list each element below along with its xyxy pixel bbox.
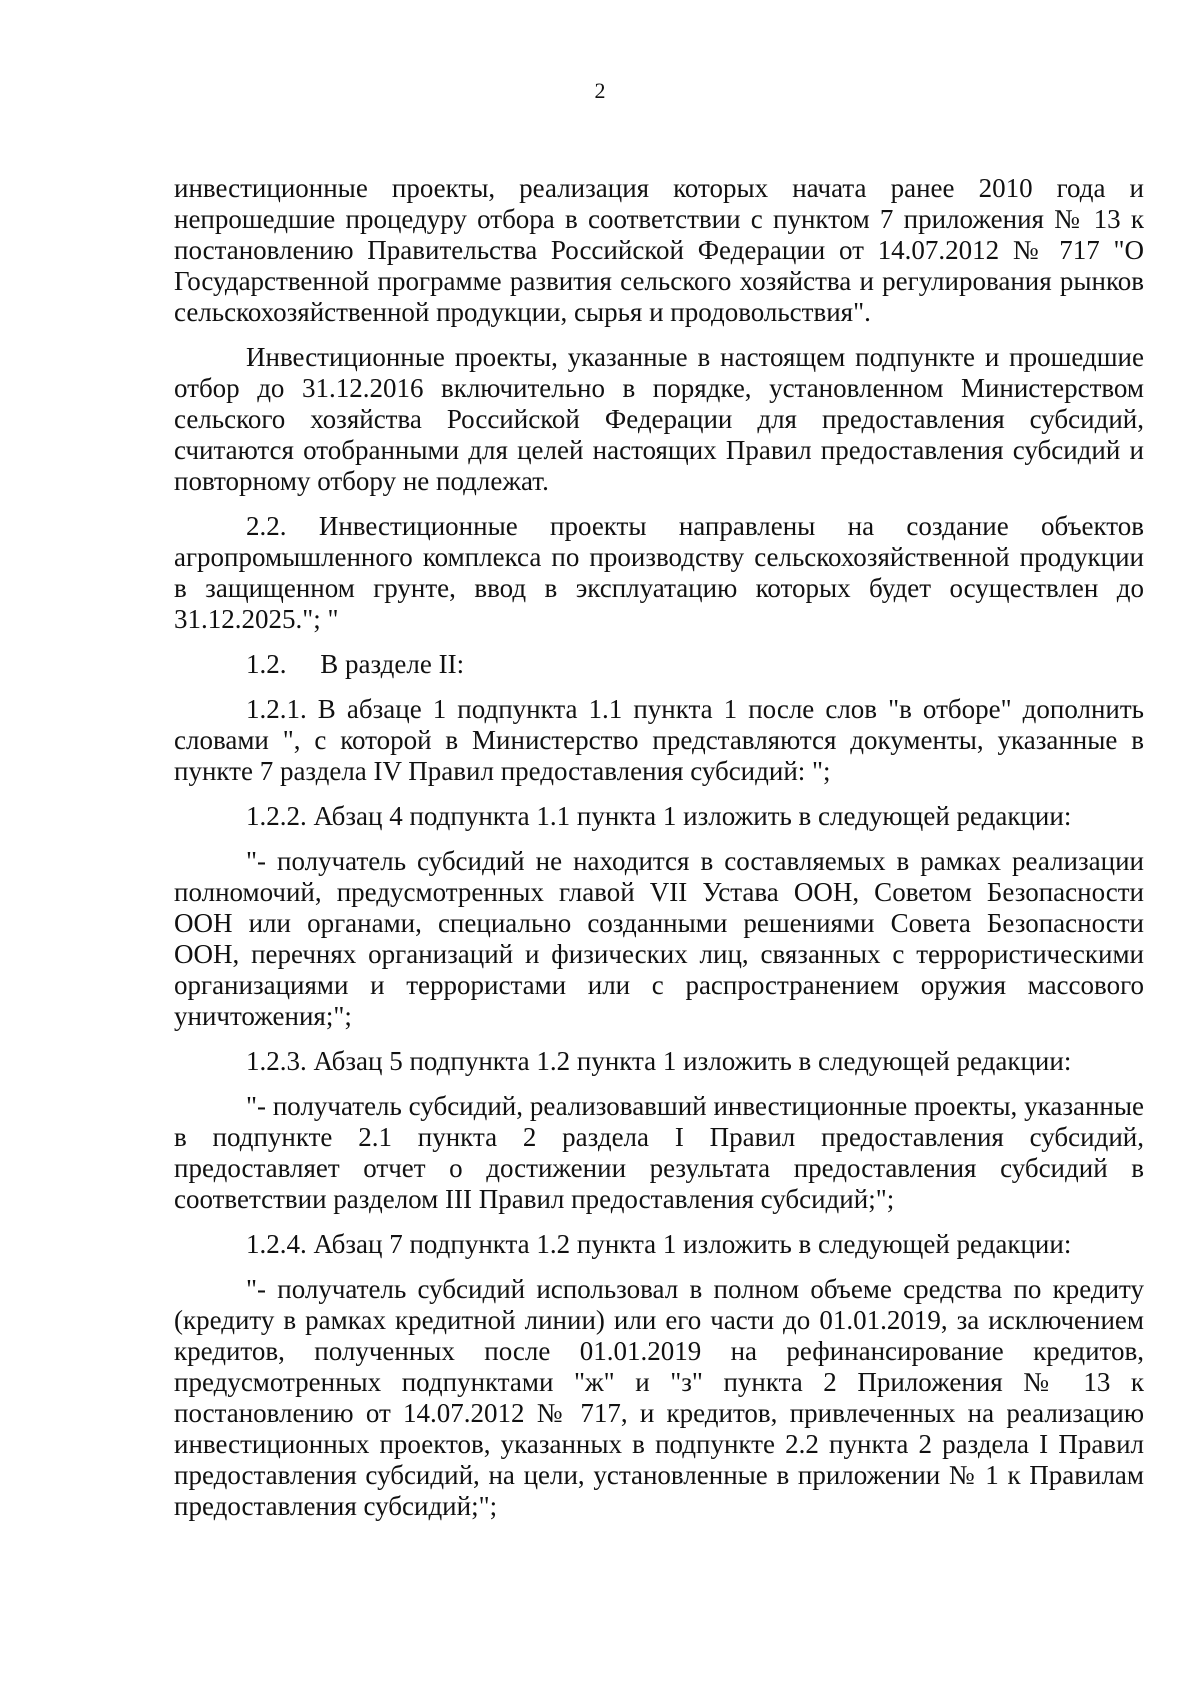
paragraph-1-2-2: 1.2.2. Абзац 4 подпункта 1.1 пункта 1 изложить в следующей редакции:: [246, 801, 1072, 831]
paragraph-1-2-section-ii: 1.2. В разделе II:: [246, 649, 465, 679]
paragraph-selected-projects: Инвестиционные проекты, указанные в настоящем подпункте и прошедшие отбор до 31.12.2016 включительно в порядке, установленном Министерством сельского хозяйства Российской Федерации для предоставления субсидий, считаются отобранными для целей настоящих Правил предоставления субсидий и повторному отбору не подлежат.: [174, 342, 1144, 496]
paragraph-investment-projects-before-2010: инвестиционные проекты, реализация которых начата ранее 2010 года и непрошедшие процедуру отбора в соответствии с пунктом 7 приложения № 13 к постановлению Правительства Российской Федерации от 14.07.2012 № 717 "О Государственной программе развития сельского хозяйства и регулирования рынков сельскохозяйственной продукции, сырья и продовольствия".: [174, 173, 1144, 327]
paragraph-un-security-council: "- получатель субсидий не находится в составляемых в рамках реализации полномочий, предусмотренных главой VII Устава ООН, Советом Безопасности ООН или органами, специально созданными решениями Совета Безопасности ООН, перечнях организаций и физических лиц, связанных с террористическими организациями и террористами или с распространением оружия массового уничтожения;";: [174, 846, 1144, 1031]
paragraph-report-result: "- получатель субсидий, реализовавший инвестиционные проекты, указанные в подпункте 2.1 пункта 2 раздела I Правил предоставления субсидий, предоставляет отчет о достижении результата предоставления субсидий в соответствии разделом III Правил предоставления субсидий;";: [174, 1091, 1144, 1214]
page-number: 2: [594, 78, 606, 103]
paragraph-credit-usage: "- получатель субсидий использовал в полном объеме средства по кредиту (кредиту в рамках кредитной линии) или его части до 01.01.2019, за исключением кредитов, полученных после 01.01.2019 на рефинансирование кредитов, предусмотренных подпунктами "ж" и "з" пункта 2 Приложения № 13 к постановлению от 14.07.2012 № 717, и кредитов, привлеченных на реализацию инвестиционных проектов, указанных в подпункте 2.2 пункта 2 раздела I Правил предоставления субсидий, на цели, установленные в приложении № 1 к Правилам предоставления субсидий;";: [174, 1274, 1144, 1521]
paragraph-1-2-4: 1.2.4. Абзац 7 подпункта 1.2 пункта 1 изложить в следующей редакции:: [246, 1229, 1072, 1259]
paragraph-1-2-3: 1.2.3. Абзац 5 подпункта 1.2 пункта 1 изложить в следующей редакции:: [246, 1046, 1072, 1076]
document-body: [174, 173, 1144, 1536]
paragraph-2-2: 2.2. Инвестиционные проекты направлены на создание объектов агропромышленного комплекса по производству сельскохозяйственной продукции в защищенном грунте, ввод в эксплуатацию которых будет осуществлен до 31.12.2025."; ": [174, 511, 1144, 634]
paragraph-1-2-1: 1.2.1. В абзаце 1 подпункта 1.1 пункта 1 после слов "в отборе" дополнить словами ", с которой в Министерство представляются документы, указанные в пункте 7 раздела IV Правил предоставления субсидий: ";: [174, 694, 1144, 786]
